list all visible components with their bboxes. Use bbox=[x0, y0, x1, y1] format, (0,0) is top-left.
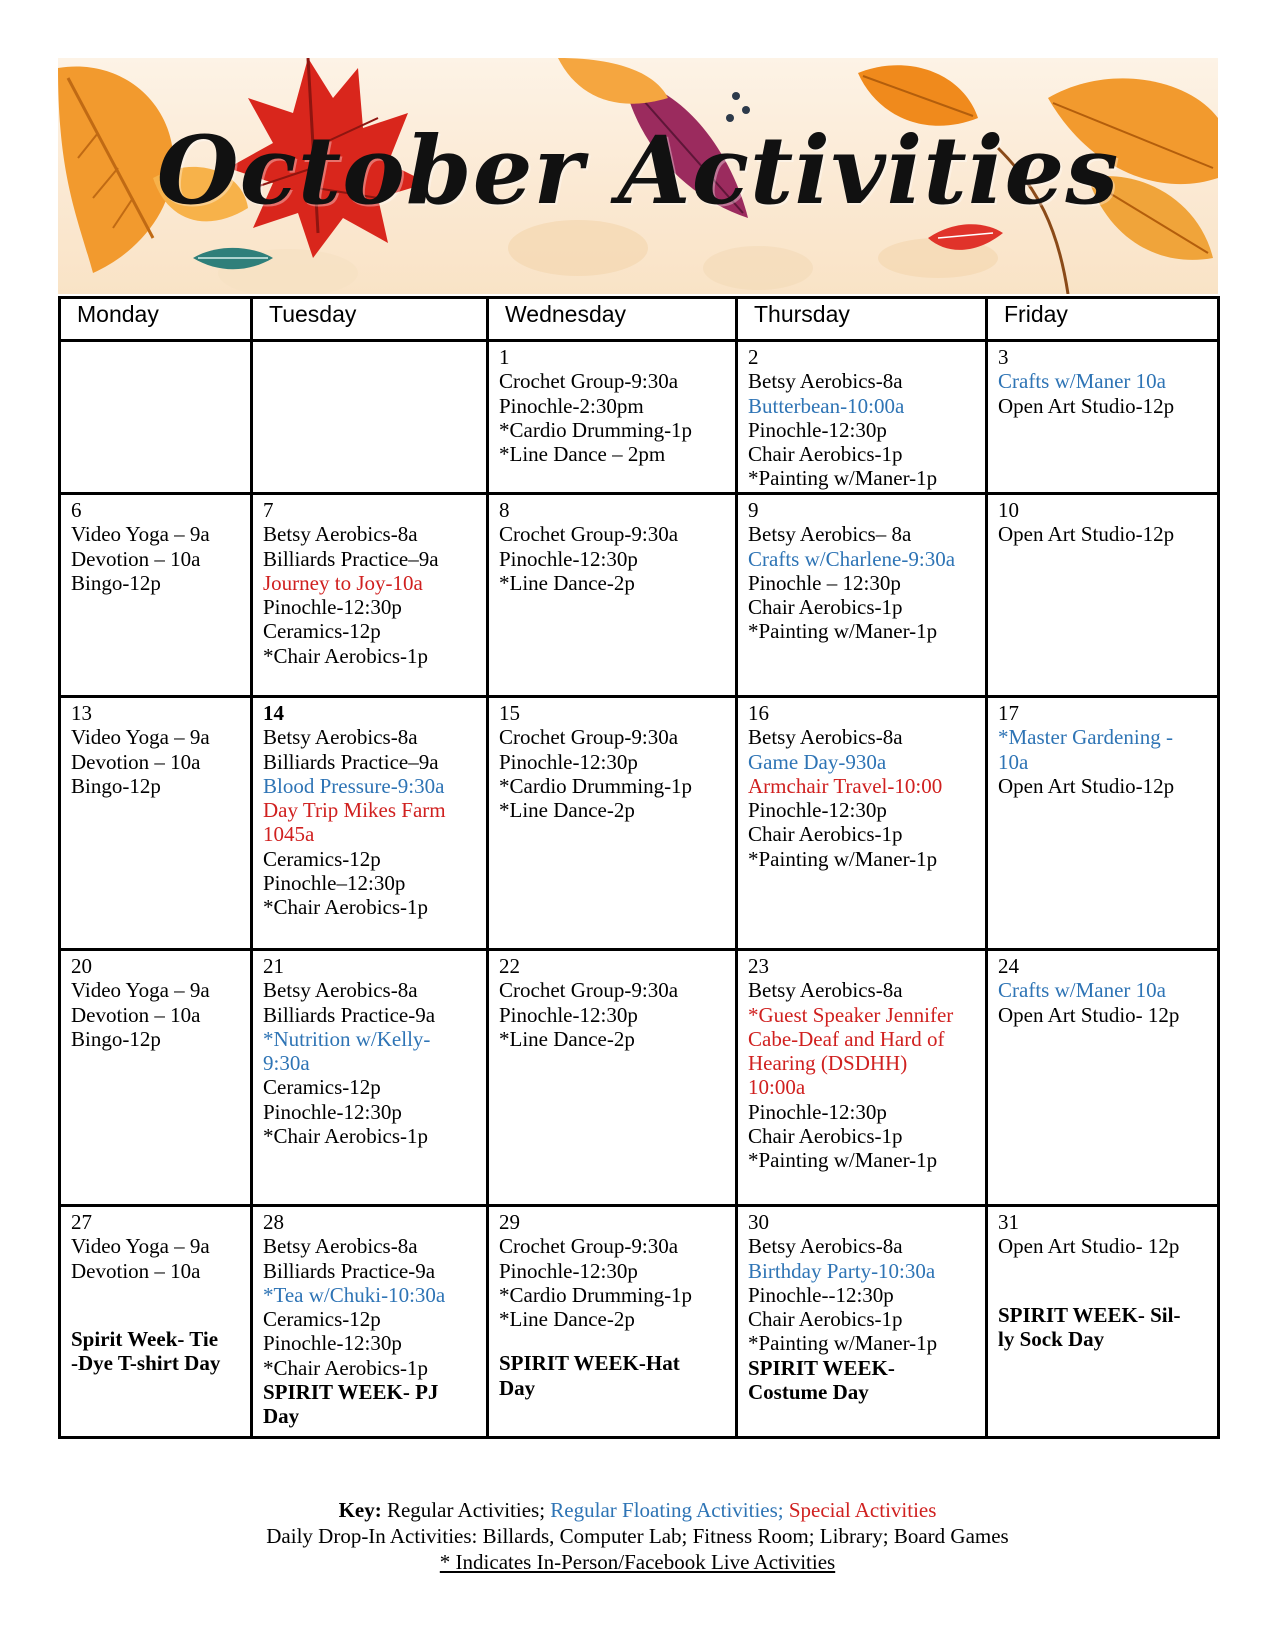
week-row bbox=[60, 950, 1219, 1206]
activity-special: Day Trip Mikes Farm bbox=[263, 798, 446, 823]
day-cell bbox=[60, 1206, 252, 1438]
activity-regular: *Cardio Drumming-1p bbox=[499, 1282, 693, 1307]
activity-regular: Pinochle-12:30p bbox=[263, 595, 402, 620]
day-cell bbox=[987, 341, 1219, 494]
day-number: 27 bbox=[71, 1210, 92, 1234]
activity-regular: Video Yoga – 9a bbox=[71, 725, 210, 750]
activity-regular: Crochet Group-9:30a bbox=[499, 369, 679, 394]
day-number: 8 bbox=[499, 498, 510, 522]
activity-floating: *Tea w/Chuki-10:30a bbox=[263, 1282, 446, 1307]
day-cell bbox=[987, 697, 1219, 950]
spirit-week-note: ly Sock Day bbox=[998, 1326, 1105, 1351]
activity-floating: 10a bbox=[998, 749, 1029, 774]
activity-regular: Bingo-12p bbox=[71, 773, 161, 798]
weekday-header: Friday bbox=[987, 298, 1219, 341]
activity-regular: *Painting w/Maner-1p bbox=[748, 846, 938, 871]
activity-regular: Ceramics-12p bbox=[263, 1307, 381, 1332]
spirit-week-note: SPIRIT WEEK- bbox=[748, 1355, 895, 1380]
activity-regular: Bingo-12p bbox=[71, 570, 161, 595]
activity-regular: Open Art Studio-12p bbox=[998, 773, 1175, 798]
activity-regular: Pinochle-2:30pm bbox=[499, 393, 644, 418]
activity-floating: Crafts w/Maner 10a bbox=[998, 369, 1166, 394]
day-number: 10 bbox=[998, 498, 1019, 522]
activity-regular: *Chair Aerobics-1p bbox=[263, 1355, 429, 1380]
day-number: 1 bbox=[499, 345, 510, 369]
spirit-week-note: Spirit Week- Tie bbox=[71, 1326, 219, 1351]
activity-regular: Betsy Aerobics– 8a bbox=[748, 522, 912, 547]
activity-regular: Devotion – 10a bbox=[71, 546, 201, 571]
activity-regular: Pinochle-12:30p bbox=[748, 417, 887, 442]
activity-regular: Pinochle-12:30p bbox=[748, 798, 887, 823]
week-row bbox=[60, 1206, 1219, 1438]
legend-key bbox=[0, 1497, 1275, 1575]
activity-regular: Betsy Aerobics-8a bbox=[748, 369, 903, 394]
day-cell bbox=[737, 950, 987, 1206]
day-cell bbox=[252, 494, 488, 697]
activity-regular: *Line Dance-2p bbox=[499, 1026, 635, 1051]
activity-regular: Billiards Practice–9a bbox=[263, 546, 439, 571]
activity-regular: Open Art Studio-12p bbox=[998, 393, 1175, 418]
key-line-1 bbox=[0, 1497, 1275, 1523]
spirit-week-note: SPIRIT WEEK- Sil- bbox=[998, 1302, 1181, 1327]
day-cell bbox=[737, 697, 987, 950]
key-line-3 bbox=[0, 1549, 1275, 1575]
spirit-week-note: Day bbox=[499, 1375, 536, 1400]
weekday-header: Wednesday bbox=[488, 298, 737, 341]
key-floating: Regular Floating Activities; bbox=[550, 1498, 784, 1522]
activity-regular: Chair Aerobics-1p bbox=[748, 1124, 903, 1149]
activity-regular: Devotion – 10a bbox=[71, 1002, 201, 1027]
activity-regular: Pinochle-12:30p bbox=[499, 546, 638, 571]
key-label: Key: bbox=[338, 1498, 382, 1522]
empty-day-cell bbox=[60, 341, 252, 494]
activity-regular: Pinochle-12:30p bbox=[263, 1331, 402, 1356]
day-cell bbox=[252, 697, 488, 950]
activity-regular: Open Art Studio- 12p bbox=[998, 1002, 1180, 1027]
activity-special: Hearing (DSDHH) bbox=[748, 1051, 908, 1076]
activity-regular: *Chair Aerobics-1p bbox=[263, 643, 429, 668]
activity-regular: *Line Dance-2p bbox=[499, 1307, 635, 1332]
day-cell bbox=[737, 341, 987, 494]
activity-regular: Bingo-12p bbox=[71, 1026, 161, 1051]
day-cell bbox=[60, 697, 252, 950]
empty-day-cell bbox=[252, 341, 488, 494]
activity-regular: Video Yoga – 9a bbox=[71, 522, 210, 547]
activity-regular: Billiards Practice-9a bbox=[263, 1258, 436, 1283]
activity-calendar bbox=[58, 296, 1220, 1439]
spirit-week-note: Day bbox=[263, 1404, 300, 1429]
activity-floating: Birthday Party-10:30a bbox=[748, 1258, 936, 1283]
day-number: 24 bbox=[998, 954, 1019, 978]
activity-floating: Crafts w/Charlene-9:30a bbox=[748, 546, 956, 571]
day-number: 17 bbox=[998, 701, 1019, 725]
activity-regular: *Line Dance – 2pm bbox=[499, 442, 666, 467]
key-special: Special Activities bbox=[788, 1498, 937, 1522]
activity-regular: Pinochle--12:30p bbox=[748, 1282, 894, 1307]
day-number: 21 bbox=[263, 954, 284, 978]
activity-special: *Guest Speaker Jennifer bbox=[748, 1002, 954, 1027]
day-number: 28 bbox=[263, 1210, 284, 1234]
day-number: 22 bbox=[499, 954, 520, 978]
day-number: 13 bbox=[71, 701, 92, 725]
weekday-header: Monday bbox=[60, 298, 252, 341]
activity-regular: Crochet Group-9:30a bbox=[499, 978, 679, 1003]
week-row bbox=[60, 494, 1219, 697]
activity-floating: Blood Pressure-9:30a bbox=[263, 773, 445, 798]
activity-regular: Crochet Group-9:30a bbox=[499, 725, 679, 750]
activity-regular: Pinochle–12:30p bbox=[263, 871, 406, 896]
header-banner bbox=[58, 58, 1218, 294]
activity-regular: Pinochle-12:30p bbox=[499, 1258, 638, 1283]
week-row bbox=[60, 341, 1219, 494]
day-cell bbox=[488, 1206, 737, 1438]
activity-floating: *Master Gardening - bbox=[998, 725, 1173, 750]
activity-regular: Video Yoga – 9a bbox=[71, 1234, 210, 1259]
activity-regular: Betsy Aerobics-8a bbox=[263, 978, 418, 1003]
activity-regular: Ceramics-12p bbox=[263, 846, 381, 871]
activity-regular: Ceramics-12p bbox=[263, 619, 381, 644]
day-number: 31 bbox=[998, 1210, 1019, 1234]
activity-regular: Pinochle – 12:30p bbox=[748, 570, 901, 595]
key-line-2: Daily Drop-In Activities: Billards, Computer Lab; Fitness Room; Library; Board Games bbox=[266, 1524, 1009, 1548]
activity-regular: *Painting w/Maner-1p bbox=[748, 466, 938, 491]
activity-regular: Pinochle-12:30p bbox=[499, 749, 638, 774]
day-number: 2 bbox=[748, 345, 759, 369]
day-number: 15 bbox=[499, 701, 520, 725]
activity-regular: Betsy Aerobics-8a bbox=[748, 1234, 903, 1259]
activity-regular: Chair Aerobics-1p bbox=[748, 822, 903, 847]
day-cell bbox=[60, 950, 252, 1206]
key-regular: Regular Activities; bbox=[386, 1498, 546, 1522]
activity-special: Armchair Travel-10:00 bbox=[748, 773, 943, 798]
day-cell bbox=[987, 494, 1219, 697]
activity-regular: Pinochle-12:30p bbox=[499, 1002, 638, 1027]
activity-regular: Crochet Group-9:30a bbox=[499, 522, 679, 547]
calendar-body bbox=[60, 341, 1219, 1438]
activity-regular: Billiards Practice-9a bbox=[263, 1002, 436, 1027]
activity-regular: Video Yoga – 9a bbox=[71, 978, 210, 1003]
day-cell bbox=[488, 697, 737, 950]
activity-floating: Game Day-930a bbox=[748, 749, 887, 774]
activity-floating: 9:30a bbox=[263, 1051, 310, 1076]
day-number: 16 bbox=[748, 701, 769, 725]
activity-special: Cabe-Deaf and Hard of bbox=[748, 1026, 945, 1051]
day-number: 23 bbox=[748, 954, 769, 978]
week-row bbox=[60, 697, 1219, 950]
activity-floating: Crafts w/Maner 10a bbox=[998, 978, 1166, 1003]
weekday-header: Thursday bbox=[737, 298, 987, 341]
activity-regular: Ceramics-12p bbox=[263, 1075, 381, 1100]
activity-regular: Chair Aerobics-1p bbox=[748, 595, 903, 620]
day-cell bbox=[252, 950, 488, 1206]
day-cell bbox=[737, 494, 987, 697]
day-cell bbox=[488, 341, 737, 494]
activity-floating: *Nutrition w/Kelly- bbox=[263, 1026, 431, 1051]
activity-special: 10:00a bbox=[748, 1075, 806, 1100]
activity-regular: Betsy Aerobics-8a bbox=[263, 1234, 418, 1259]
activity-regular: *Painting w/Maner-1p bbox=[748, 619, 938, 644]
day-number: 14 bbox=[263, 701, 284, 725]
activity-regular: *Cardio Drumming-1p bbox=[499, 417, 693, 442]
spirit-week-note: -Dye T-shirt Day bbox=[71, 1351, 221, 1376]
day-number: 30 bbox=[748, 1210, 769, 1234]
activity-regular: *Chair Aerobics-1p bbox=[263, 895, 429, 920]
activity-regular: Pinochle-12:30p bbox=[263, 1099, 402, 1124]
spirit-week-note: SPIRIT WEEK- PJ bbox=[263, 1380, 439, 1405]
day-number: 29 bbox=[499, 1210, 520, 1234]
key-note: * Indicates In-Person/Facebook Live Activities bbox=[439, 1550, 836, 1574]
day-cell bbox=[987, 950, 1219, 1206]
weekday-header: Tuesday bbox=[252, 298, 488, 341]
activity-regular: Betsy Aerobics-8a bbox=[748, 978, 903, 1003]
day-cell bbox=[488, 494, 737, 697]
activity-special: 1045a bbox=[263, 822, 315, 847]
day-cell bbox=[488, 950, 737, 1206]
day-cell bbox=[60, 494, 252, 697]
activity-regular: Betsy Aerobics-8a bbox=[263, 522, 418, 547]
activity-regular: Open Art Studio- 12p bbox=[998, 1234, 1180, 1259]
activity-regular: *Cardio Drumming-1p bbox=[499, 773, 693, 798]
day-number: 9 bbox=[748, 498, 759, 522]
day-number: 20 bbox=[71, 954, 92, 978]
day-cell bbox=[737, 1206, 987, 1438]
activity-special: Journey to Joy-10a bbox=[263, 570, 423, 595]
activity-regular: Open Art Studio-12p bbox=[998, 522, 1175, 547]
activity-regular: Chair Aerobics-1p bbox=[748, 442, 903, 467]
activity-regular: *Painting w/Maner-1p bbox=[748, 1148, 938, 1173]
day-number: 6 bbox=[71, 498, 82, 522]
activity-floating: Butterbean-10:00a bbox=[748, 393, 905, 418]
day-number: 3 bbox=[998, 345, 1009, 369]
activity-regular: Crochet Group-9:30a bbox=[499, 1234, 679, 1259]
activity-regular: Betsy Aerobics-8a bbox=[748, 725, 903, 750]
activity-regular: Pinochle-12:30p bbox=[748, 1099, 887, 1124]
activity-regular: Devotion – 10a bbox=[71, 749, 201, 774]
activity-regular: Billiards Practice–9a bbox=[263, 749, 439, 774]
spirit-week-note: SPIRIT WEEK-Hat bbox=[499, 1351, 680, 1376]
spirit-week-note: Costume Day bbox=[748, 1380, 869, 1405]
activity-regular: Chair Aerobics-1p bbox=[748, 1307, 903, 1332]
weekday-header-row bbox=[60, 298, 1219, 341]
activity-regular: *Chair Aerobics-1p bbox=[263, 1124, 429, 1149]
activity-regular: Devotion – 10a bbox=[71, 1258, 201, 1283]
activity-regular: *Line Dance-2p bbox=[499, 798, 635, 823]
day-cell bbox=[987, 1206, 1219, 1438]
activity-regular: *Painting w/Maner-1p bbox=[748, 1331, 938, 1356]
activity-regular: *Line Dance-2p bbox=[499, 570, 635, 595]
page-title: October Activities bbox=[156, 116, 1120, 226]
day-number: 7 bbox=[263, 498, 274, 522]
day-cell bbox=[252, 1206, 488, 1438]
activity-regular: Betsy Aerobics-8a bbox=[263, 725, 418, 750]
